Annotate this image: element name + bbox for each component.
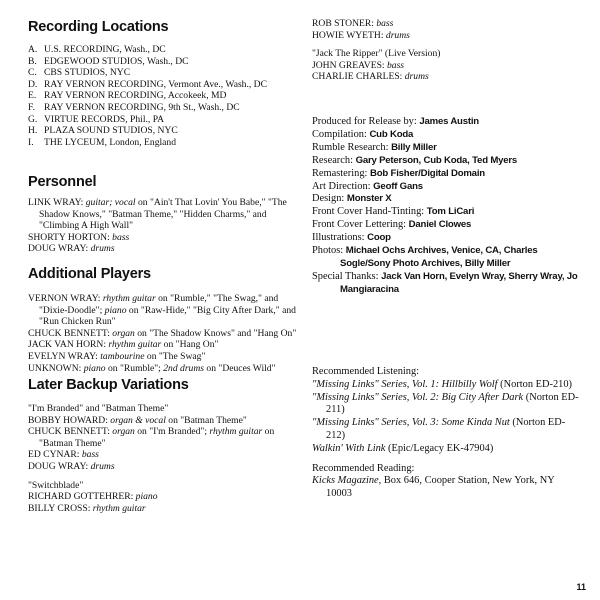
credit-line: Photos: Michael Ochs Archives, Venice, CA, Charles Sogle/Sony Photo Archives, Billy Miller [312, 245, 538, 269]
backup-entry: BOBBY HOWARD: organ & vocal on "Batman Theme" [28, 414, 247, 426]
additional-players-heading: Additional Players [28, 266, 151, 282]
player-entry: UNKNOWN: piano on "Rumble"; 2nd drums on "Deuces Wild" [28, 362, 276, 374]
credit-line: Illustrations: Coop [312, 232, 391, 244]
listening-item: Walkin' With Link (Epic/Legacy EK-47904) [312, 442, 494, 454]
location-item: G. VIRTUE RECORDS, Phil., PA [28, 113, 165, 125]
location-item: C. CBS STUDIOS, NYC [28, 67, 131, 79]
backup-entry: BILLY CROSS: rhythm guitar [28, 502, 146, 514]
backup-entry: RICHARD GOTTEHRER: piano [28, 491, 158, 503]
recommended-reading-heading: Recommended Reading: [312, 462, 415, 474]
personnel-entry: DOUG WRAY: drums [28, 243, 115, 255]
live-personnel-list [312, 18, 440, 83]
listening-item: "Missing Links" Series, Vol. 3: Some Kinda Nut (Norton ED-212) [312, 417, 566, 441]
location-item: A. U.S. RECORDING, Wash., DC [28, 44, 166, 55]
personnel-entry: JOHN GREAVES: bass [312, 59, 405, 71]
credit-line: Art Direction: Geoff Gans [312, 180, 423, 192]
song-group: "Jack The Ripper" (Live Version) [312, 48, 441, 60]
page-number: 11 [576, 582, 586, 592]
player-entry: VERNON WRAY: rhythm guitar on "Rumble," "The Swag," and "Dixie-Doodle"; piano on "Raw-Hide," "Big City After Dark," and "Run Chicken Run" [28, 293, 296, 328]
backup-entry: DOUG WRAY: drums [28, 460, 115, 472]
credit-line: Compilation: Cub Koda [312, 128, 414, 140]
credit-line: Front Cover Hand-Tinting: Tom LiCari [312, 206, 475, 218]
credit-line: Design: Monster X [312, 193, 392, 205]
personnel-heading: Personnel [28, 174, 97, 190]
credit-line: Rumble Research: Billy Miller [312, 141, 437, 153]
backup-entry: ED CYNAR: bass [28, 449, 99, 461]
listening-item: "Missing Links" Series, Vol. 2: Big City After Dark (Norton ED-211) [312, 391, 579, 416]
recommended-listening-heading: Recommended Listening: [312, 366, 420, 377]
location-item: F. RAY VERNON RECORDING, 9th St., Wash., DC [28, 101, 240, 113]
reading-item: Kicks Magazine, Box 646, Cooper Station, New York, NY 10003 [312, 475, 555, 500]
song-group: "I'm Branded" and "Batman Theme" [28, 403, 169, 414]
credit-line: Research: Gary Peterson, Cub Koda, Ted Myers [312, 154, 518, 166]
player-entry: CHUCK BENNETT: organ on "The Shadow Knows" and "Hang On" [28, 327, 297, 339]
location-item: B. EDGEWOOD STUDIOS, Wash., DC [28, 55, 189, 67]
later-backup-list [28, 403, 306, 514]
personnel-entry: ROB STONER: bass [312, 18, 394, 29]
credit-line: Special Thanks: Jack Van Horn, Evelyn Wray, Sherry Wray, Jo Mangiaracina [312, 270, 578, 295]
listening-item: "Missing Links" Series, Vol. 1: Hillbilly Wolf (Norton ED-210) [312, 378, 573, 390]
additional-players-list [28, 293, 306, 374]
recording-locations-heading: Recording Locations [28, 19, 169, 35]
credit-line: Remastering: Bob Fisher/Digital Domain [312, 167, 485, 179]
credit-line: Front Cover Lettering: Daniel Clowes [312, 219, 472, 231]
production-credits [312, 116, 580, 297]
personnel-entry: CHARLIE CHARLES: drums [312, 71, 429, 83]
personnel-entry: LINK WRAY: guitar; vocal on "Ain't That Lovin' You Babe," "The Shadow Knows," "Batman Theme," "Hidden Charms," and "Climbing A High Wall" [28, 197, 287, 232]
personnel-entry: HOWIE WYETH: drums [312, 29, 410, 41]
location-item: D. RAY VERNON RECORDING, Vermont Ave., Wash., DC [28, 78, 268, 90]
recording-locations-list [28, 44, 267, 148]
credit-line: Produced for Release by: James Austin [312, 116, 479, 127]
backup-entry: CHUCK BENNETT: organ on "I'm Branded"; rhythm guitar on "Batman Theme" [28, 426, 275, 449]
player-entry: JACK VAN HORN: rhythm guitar on "Hang On" [28, 339, 219, 351]
personnel-entry: SHORTY HORTON: bass [28, 231, 130, 243]
location-item: E. RAY VERNON RECORDING, Accokeek, MD [28, 90, 227, 102]
recommended-listening [312, 366, 580, 501]
location-item: H. PLAZA SOUND STUDIOS, NYC [28, 125, 178, 137]
later-backup-heading: Later Backup Variations [28, 377, 189, 393]
location-item: I. THE LYCEUM, London, England [28, 136, 177, 148]
song-group: "Switchblade" [28, 479, 84, 491]
personnel-list [28, 197, 306, 255]
player-entry: EVELYN WRAY: tambourine on "The Swag" [28, 350, 206, 362]
